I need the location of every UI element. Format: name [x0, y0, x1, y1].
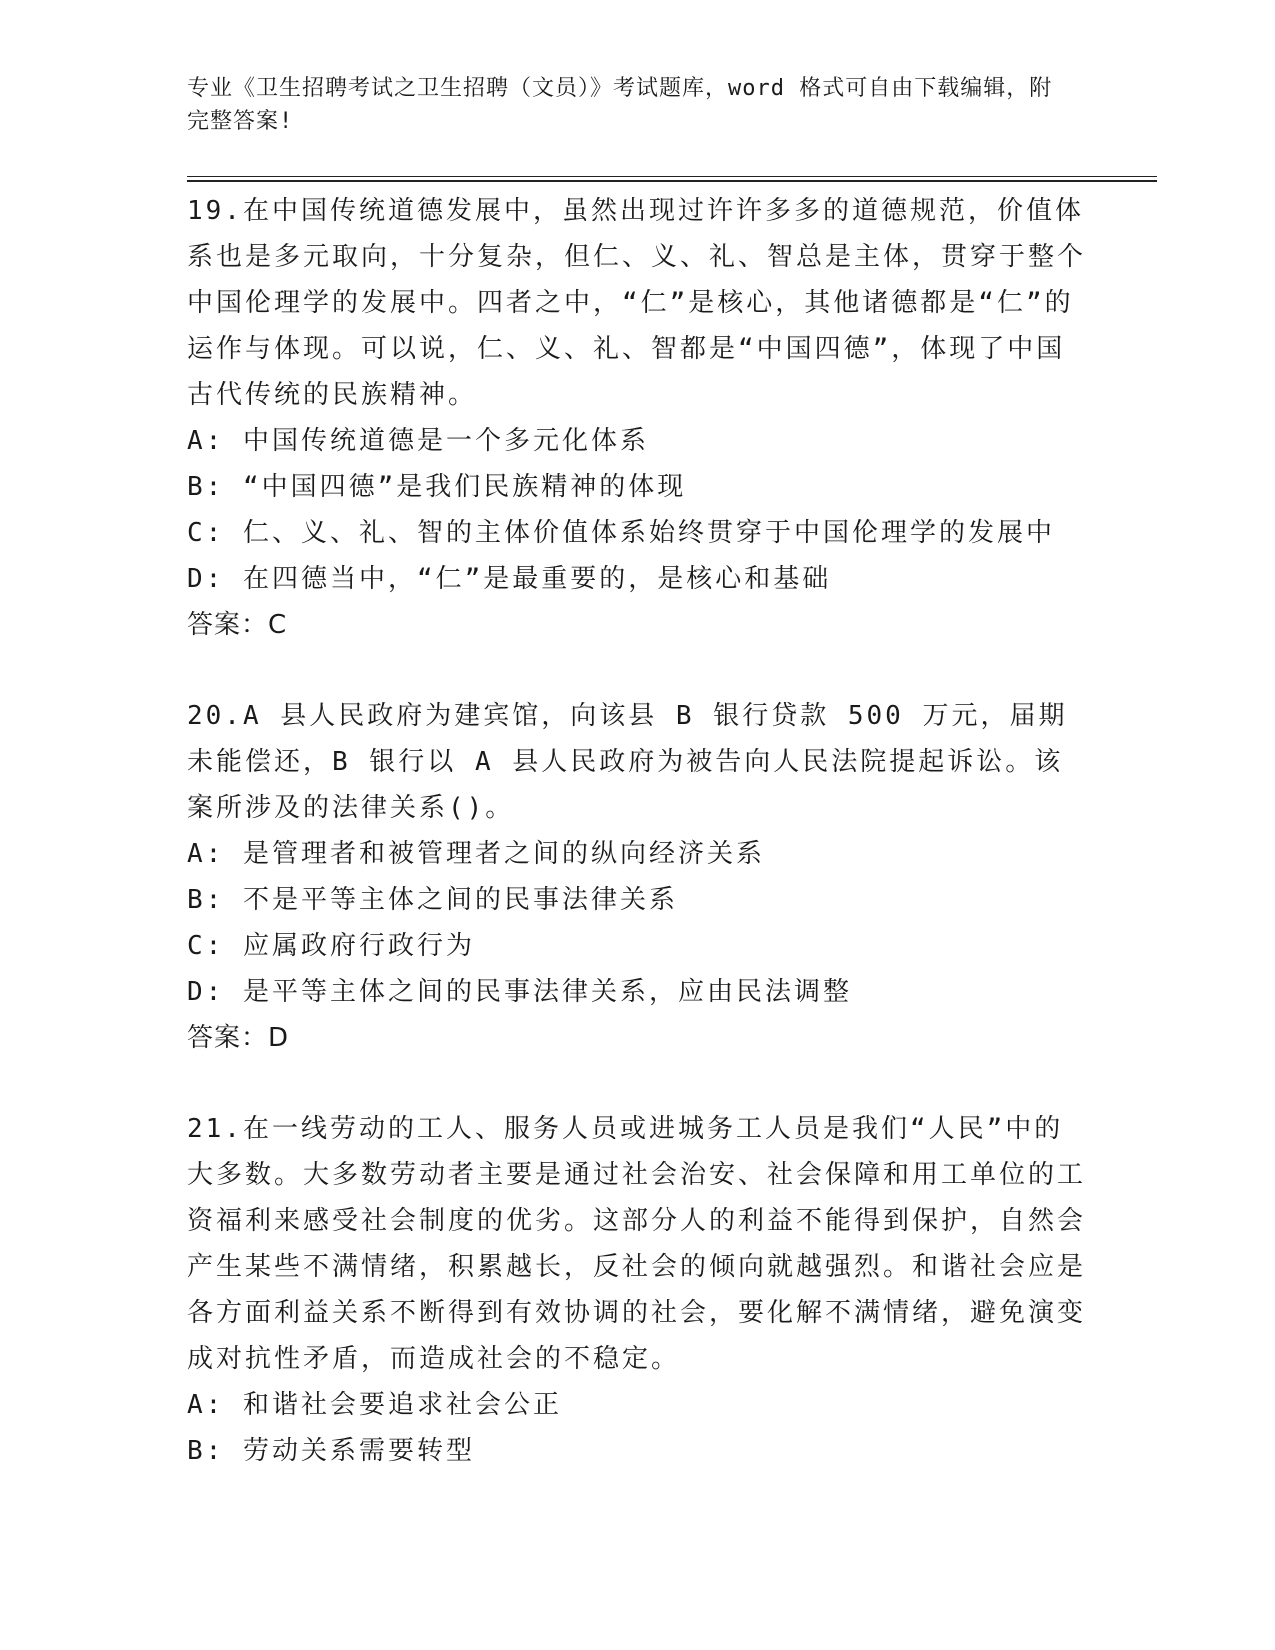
- question-list: [187, 188, 1087, 1519]
- question-20: [187, 693, 1087, 1061]
- option-b: B: 劳动关系需要转型: [187, 1436, 475, 1466]
- answer-label: 答案：D: [187, 1023, 290, 1053]
- option-a: A: 和谐社会要追求社会公正: [187, 1390, 562, 1420]
- option-c: C: 应属政府行政行为: [187, 931, 475, 961]
- question-19: [187, 188, 1087, 648]
- option-a: A: 中国传统道德是一个多元化体系: [187, 426, 649, 456]
- question-stem: 20.A 县人民政府为建宾馆，向该县 B 银行贷款 500 万元，届期未能偿还，B 银行以 A 县人民政府为被告向人民法院提起诉讼。该案所涉及的法律关系()。: [187, 701, 1068, 823]
- header-divider-thin: [187, 176, 1157, 177]
- option-d: D: 是平等主体之间的民事法律关系，应由民法调整: [187, 977, 852, 1007]
- option-b: B: “中国四德”是我们民族精神的体现: [187, 472, 687, 502]
- option-a: A: 是管理者和被管理者之间的纵向经济关系: [187, 839, 765, 869]
- option-b: B: 不是平等主体之间的民事法律关系: [187, 885, 678, 915]
- option-d: D: 在四德当中，“仁”是最重要的，是核心和基础: [187, 564, 832, 594]
- document-header: 专业《卫生招聘考试之卫生招聘（文员）》考试题库，word 格式可自由下载编辑，附完整答案!: [187, 76, 1053, 134]
- question-stem: 19.在中国传统道德发展中，虽然出现过许许多多的道德规范，价值体系也是多元取向，十分复杂，但仁、义、礼、智总是主体，贯穿于整个中国伦理学的发展中。四者之中，“仁”是核心，其他诸德都是“仁”的运作与体现。可以说，仁、义、礼、智都是“中国四德”，体现了中国古代传统的民族精神。: [187, 196, 1087, 410]
- question-stem: 21.在一线劳动的工人、服务人员或进城务工人员是我们“人民”中的大多数。大多数劳动者主要是通过社会治安、社会保障和用工单位的工资福利来感受社会制度的优劣。这部分人的利益不能得到保护，自然会产生某些不满情绪，积累越长，反社会的倾向就越强烈。和谐社会应是各方面利益关系不断得到有效协调的社会，要化解不满情绪，避免演变成对抗性矛盾，而造成社会的不稳定。: [187, 1114, 1087, 1374]
- question-21: [187, 1106, 1087, 1474]
- answer-label: 答案：C: [187, 610, 288, 640]
- option-c: C: 仁、义、礼、智的主体价值体系始终贯穿于中国伦理学的发展中: [187, 518, 1055, 548]
- header-divider-thick: [187, 180, 1157, 182]
